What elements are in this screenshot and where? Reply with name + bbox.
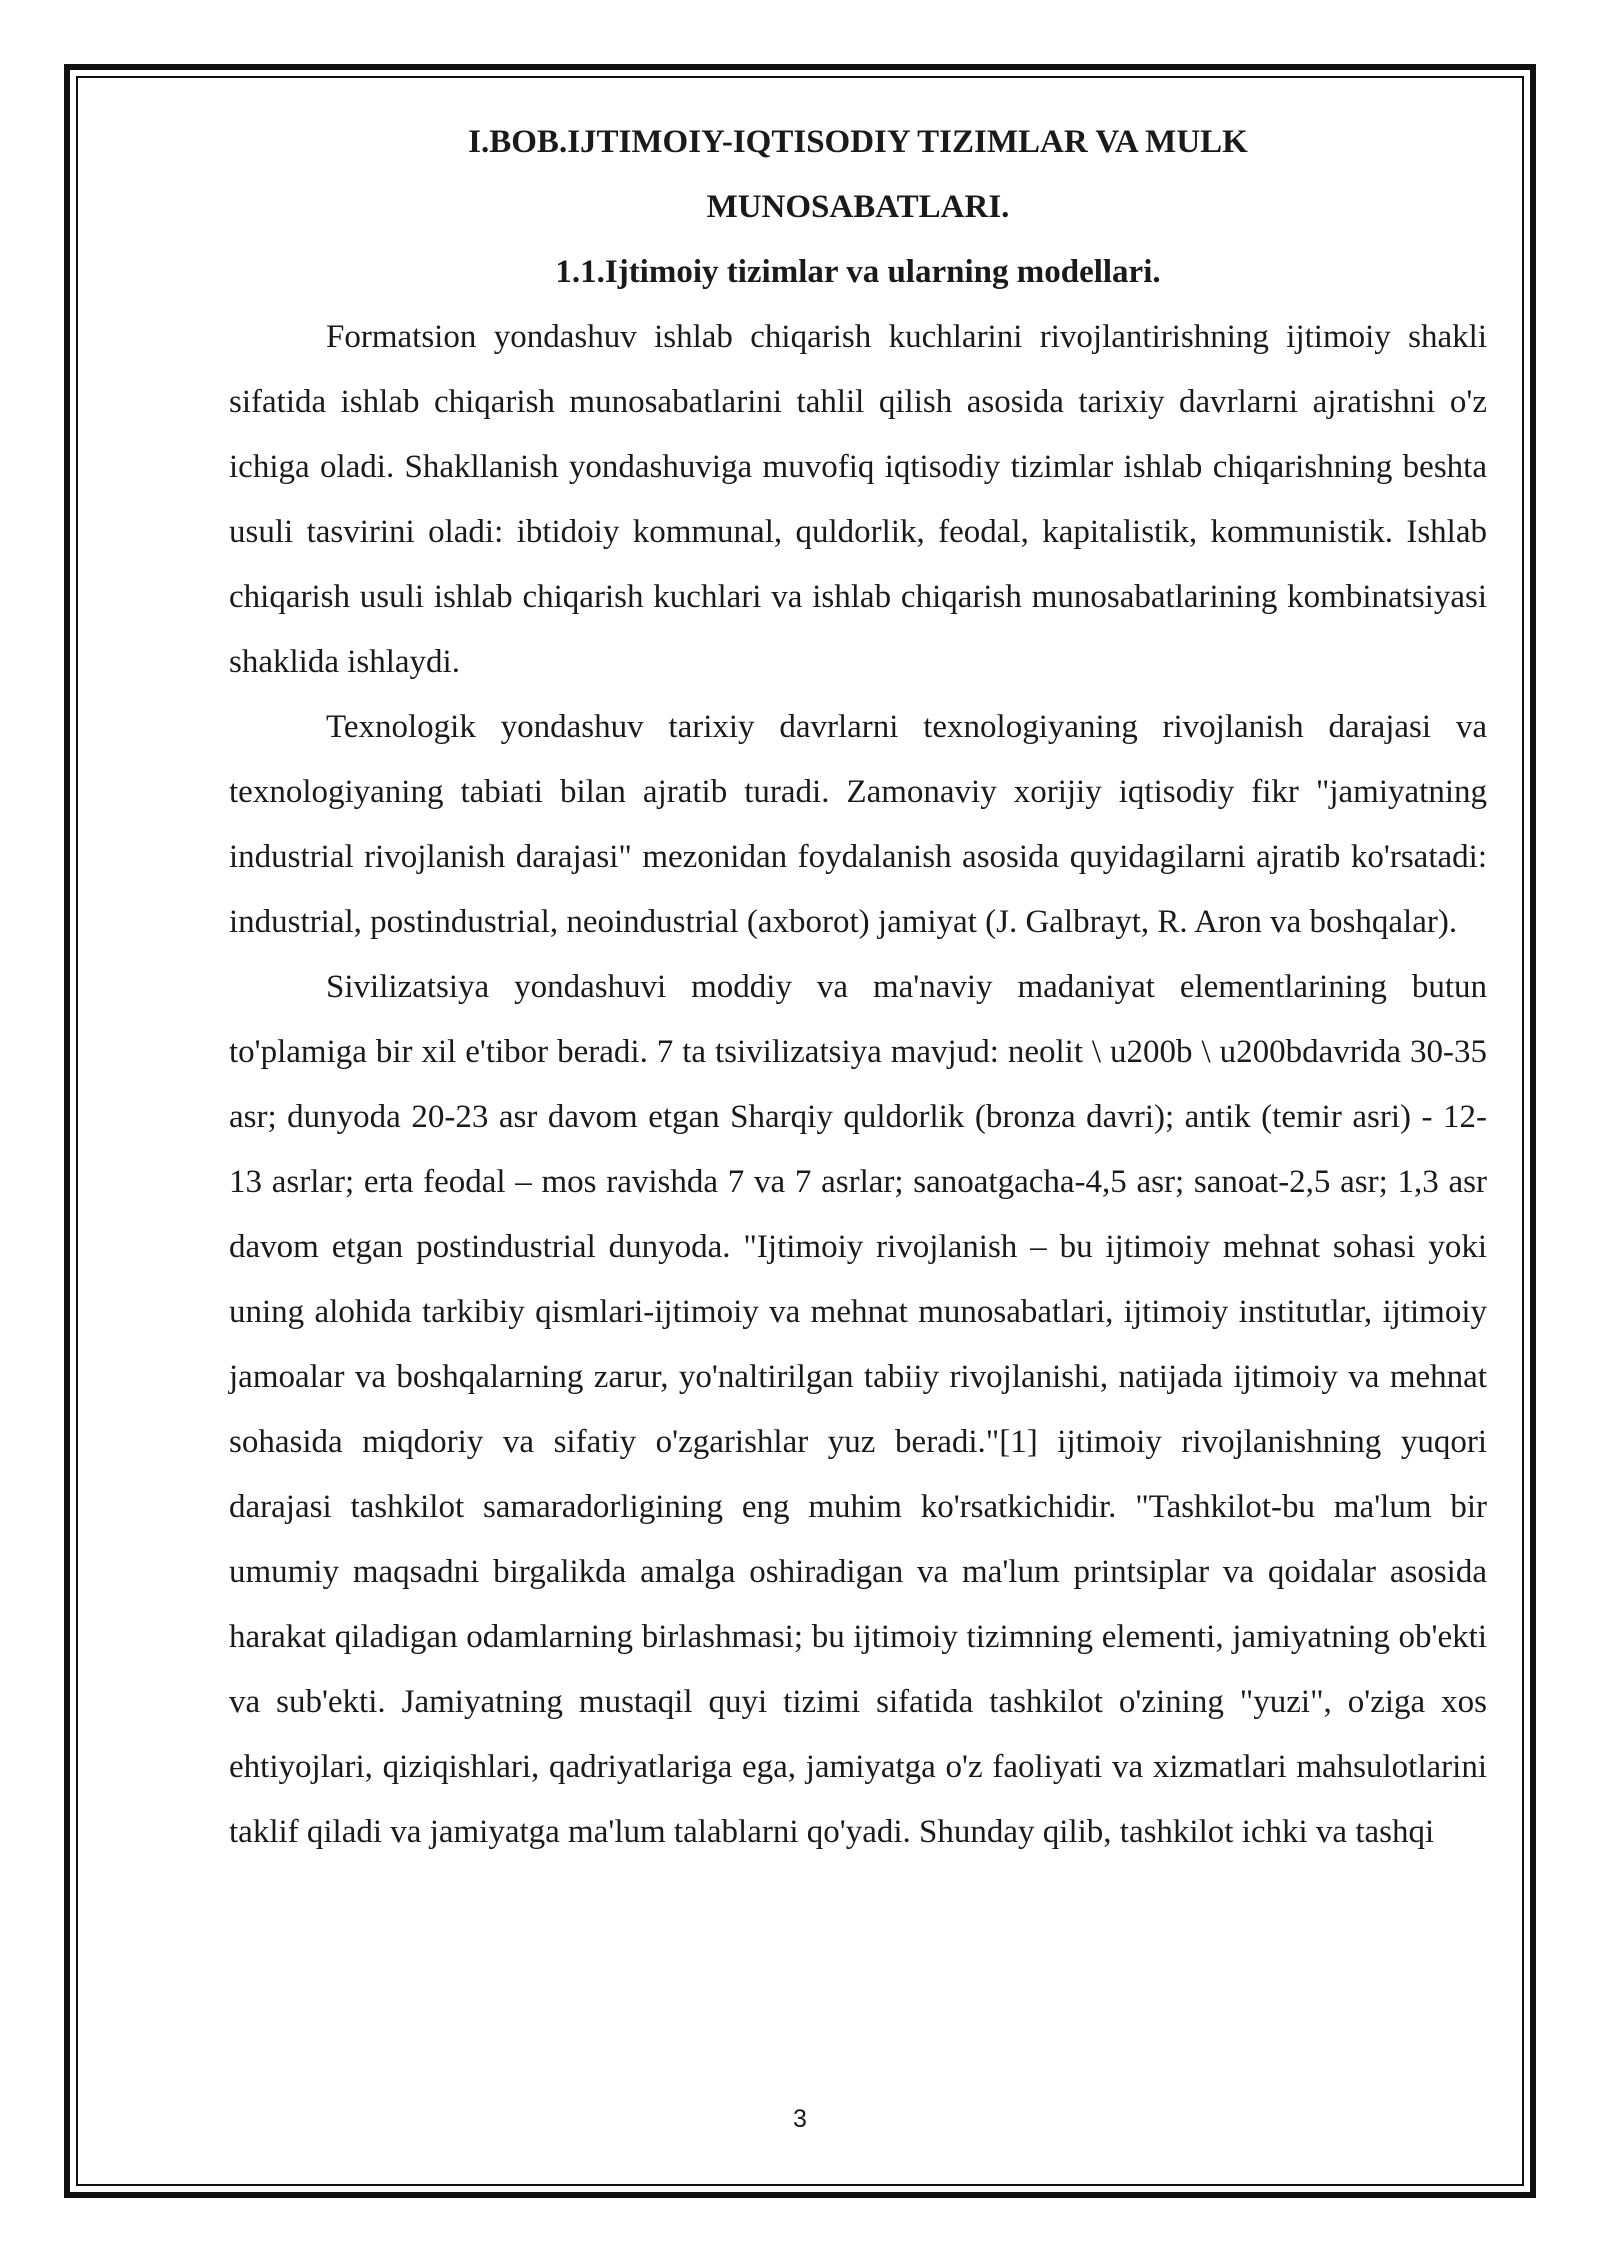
chapter-title-line-1: I.BOB.IJTIMOIY-IQTISODIY TIZIMLAR VA MULK (468, 124, 1248, 160)
section-title: 1.1.Ijtimoiy tizimlar va ularning modellari. (555, 254, 1161, 290)
paragraph-technological-approach: Texnologik yondashuv tarixiy davrlarni texnologiyaning rivojlanish darajasi va texnologiyaning tabiati bilan ajratib turadi. Zamonaviy xorijiy iqtisodiy fikr "jamiyatning industrial rivojlanish darajasi" mezonidan foydalanish asosida quyidagilarni ajratib ko'rsatadi: industrial, postindustrial, neoindustrial (axborot) jamiyat (J. Galbrayt, R. Aron va boshqalar). (229, 709, 1487, 940)
document-body (229, 110, 1487, 1865)
paragraph-formational-approach: Formatsion yondashuv ishlab chiqarish kuchlarini rivojlantirishning ijtimoiy shakli sifatida ishlab chiqarish munosabatlarini tahlil qilish asosida tarixiy davrlarni ajratishni o'z ichiga oladi. Shakllanish yondashuviga muvofiq iqtisodiy tizimlar ishlab chiqarishning beshta usuli tasvirini oladi: ibtidoiy kommunal, quldorlik, feodal, kapitalistik, kommunistik. Ishlab chiqarish usuli ishlab chiqarish kuchlari va ishlab chiqarish munosabatlarining kombinatsiyasi shaklida ishlaydi. (229, 319, 1487, 680)
paragraph-civilizational-approach: Sivilizatsiya yondashuvi moddiy va ma'naviy madaniyat elementlarining butun to'plamiga bir xil e'tibor beradi. 7 ta tsivilizatsiya mavjud: neolit \ u200b \ u200bdavrida 30-35 asr; dunyoda 20-23 asr davom etgan Sharqiy quldorlik (bronza davri); antik (temir asri) - 12-13 asrlar; erta feodal – mos ravishda 7 va 7 asrlar; sanoatgacha-4,5 asr; sanoat-2,5 asr; 1,3 asr davom etgan postindustrial dunyoda. "Ijtimoiy rivojlanish – bu ijtimoiy mehnat sohasi yoki uning alohida tarkibiy qismlari-ijtimoiy va mehnat munosabatlari, ijtimoiy institutlar, ijtimoiy jamoalar va boshqalarning zarur, yo'naltirilgan tabiiy rivojlanishi, natijada ijtimoiy va mehnat sohasida miqdoriy va sifatiy o'zgarishlar yuz beradi."[1] ijtimoiy rivojlanishning yuqori darajasi tashkilot samaradorligining eng muhim ko'rsatkichidir. "Tashkilot-bu ma'lum bir umumiy maqsadni birgalikda amalga oshiradigan va ma'lum printsiplar va qoidalar asosida harakat qiladigan odamlarning birlashmasi; bu ijtimoiy tizimning elementi, jamiyatning ob'ekti va sub'ekti. Jamiyatning mustaqil quyi tizimi sifatida tashkilot o'zining "yuzi", o'ziga xos ehtiyojlari, qiziqishlari, qadriyatlariga ega, jamiyatga o'z faoliyati va xizmatlari mahsulotlarini taklif qiladi va jamiyatga ma'lum talablarni qo'yadi. Shunday qilib, tashkilot ichki va tashqi (229, 969, 1487, 1850)
chapter-title-line-2: MUNOSABATLARI. (706, 189, 1010, 225)
page-number: 3 (793, 2105, 807, 2133)
